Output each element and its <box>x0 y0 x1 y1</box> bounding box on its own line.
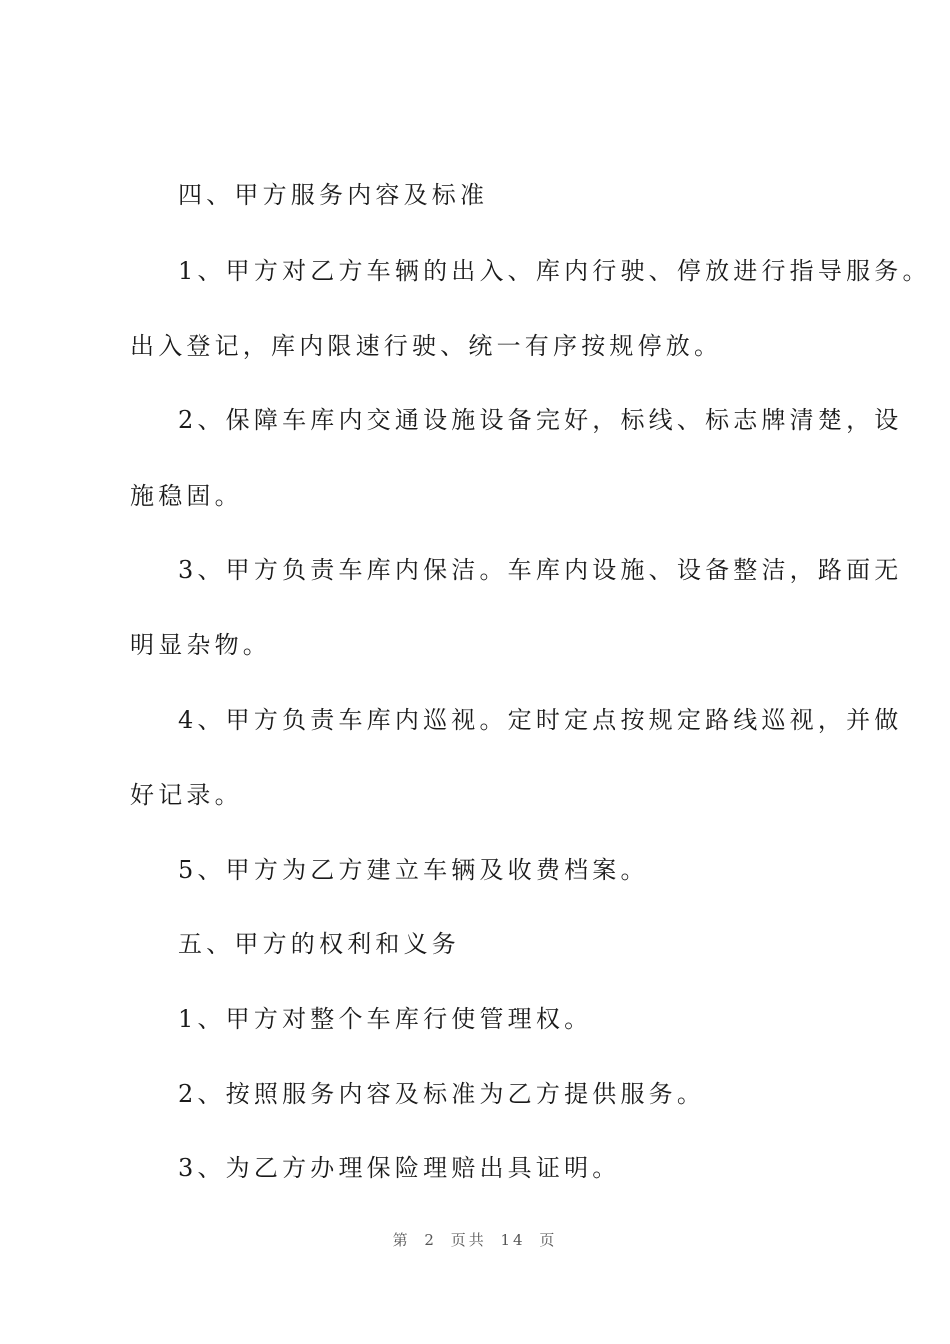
paragraph-line: 出入登记，库内限速行驶、统一有序按规停放。 <box>130 332 723 360</box>
paragraph-line: 5、甲方为乙方建立车辆及收费档案。 <box>178 856 649 884</box>
paragraph-line: 3、甲方负责车库内保洁。车库内设施、设备整洁，路面无 <box>178 556 903 584</box>
paragraph-line: 施稳固。 <box>130 482 243 510</box>
paragraph-line: 3、为乙方办理保险理赔出具证明。 <box>178 1154 621 1182</box>
paragraph-line: 2、按照服务内容及标准为乙方提供服务。 <box>178 1080 706 1108</box>
section-heading-4: 四、甲方服务内容及标准 <box>178 181 489 209</box>
paragraph-line: 1、甲方对整个车库行使管理权。 <box>178 1005 593 1033</box>
page-number-footer: 第 2 页共 14 页 <box>392 1231 558 1249</box>
paragraph-line: 明显杂物。 <box>130 631 271 659</box>
paragraph-line: 1、甲方对乙方车辆的出入、库内行驶、停放进行指导服务。 <box>178 257 931 285</box>
paragraph-line: 2、保障车库内交通设施设备完好，标线、标志牌清楚，设 <box>178 406 903 434</box>
section-heading-5: 五、甲方的权利和义务 <box>178 930 460 958</box>
paragraph-line: 4、甲方负责车库内巡视。定时定点按规定路线巡视，并做 <box>178 706 903 734</box>
paragraph-line: 好记录。 <box>130 781 243 809</box>
